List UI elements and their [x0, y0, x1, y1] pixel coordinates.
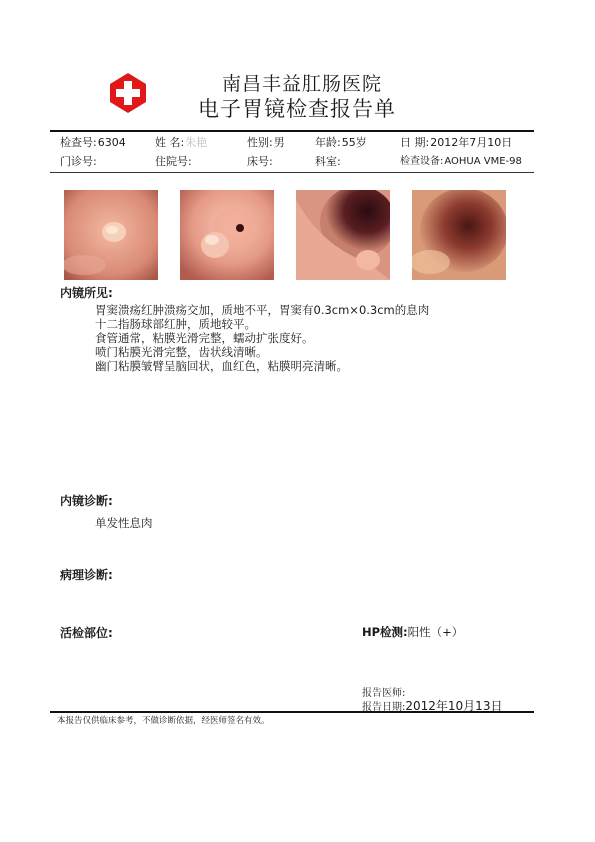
header-divider: [50, 130, 534, 132]
hospital-name: 南昌丰益肛肠医院: [222, 73, 383, 95]
diagnosis-label: 内镜诊断:: [60, 494, 113, 508]
diagnosis-text: 单发性息肉: [95, 516, 153, 530]
age-field: 年龄:55岁: [315, 136, 367, 149]
hospital-cross-logo-icon: [106, 71, 150, 115]
endoscopy-image-1: [64, 190, 158, 280]
findings-line: 食管通常，粘膜光滑完整，蠕动扩张度好。: [95, 331, 314, 345]
findings-text: [95, 303, 429, 373]
report-date-field: 报告日期:2012年10月13日: [362, 699, 503, 713]
findings-label: 内镜所见:: [60, 286, 113, 300]
findings-line: 胃窦溃疡红肿溃疡交加，质地不平，胃窦有0.3cm×0.3cm的息肉: [95, 303, 430, 317]
report-title: 电子胃镜检查报告单: [198, 97, 396, 121]
bed-no-field: 床号:: [247, 155, 273, 168]
sex-field: 性别:男: [247, 136, 285, 149]
findings-line: 喷门粘膜光滑完整，齿状线清晰。: [95, 345, 268, 359]
biopsy-site-label: 活检部位:: [60, 626, 113, 640]
endoscopy-image-2: [180, 190, 274, 280]
endoscopy-image-3: [296, 190, 390, 280]
pathology-label: 病理诊断:: [60, 568, 113, 582]
disclaimer: 本报告仅供临床参考，不做诊断依据，经医师签名有效。: [57, 716, 270, 726]
footer-divider: [50, 711, 534, 713]
findings-line: 十二指肠球部红肿，质地较平。: [95, 317, 256, 331]
hp-test-result: HP检测:阳性（+）: [362, 625, 464, 639]
info-divider: [50, 172, 534, 173]
inpatient-no-field: 住院号:: [155, 155, 192, 168]
endoscopy-image-4: [412, 190, 506, 280]
findings-line: 幽门粘膜皱臂呈脑回状，血红色，粘膜明亮清晰。: [95, 359, 348, 373]
name-field: 姓 名:朱艳: [155, 136, 208, 149]
doctor-field: 报告医师:: [362, 688, 406, 699]
exam-no-field: 检查号:6304: [60, 136, 126, 149]
dept-field: 科室:: [315, 155, 341, 168]
outpatient-no-field: 门诊号:: [60, 155, 97, 168]
device-field: 检查设备:AOHUA VME-98: [400, 156, 522, 167]
date-field: 日 期:2012年7月10日: [400, 136, 513, 149]
